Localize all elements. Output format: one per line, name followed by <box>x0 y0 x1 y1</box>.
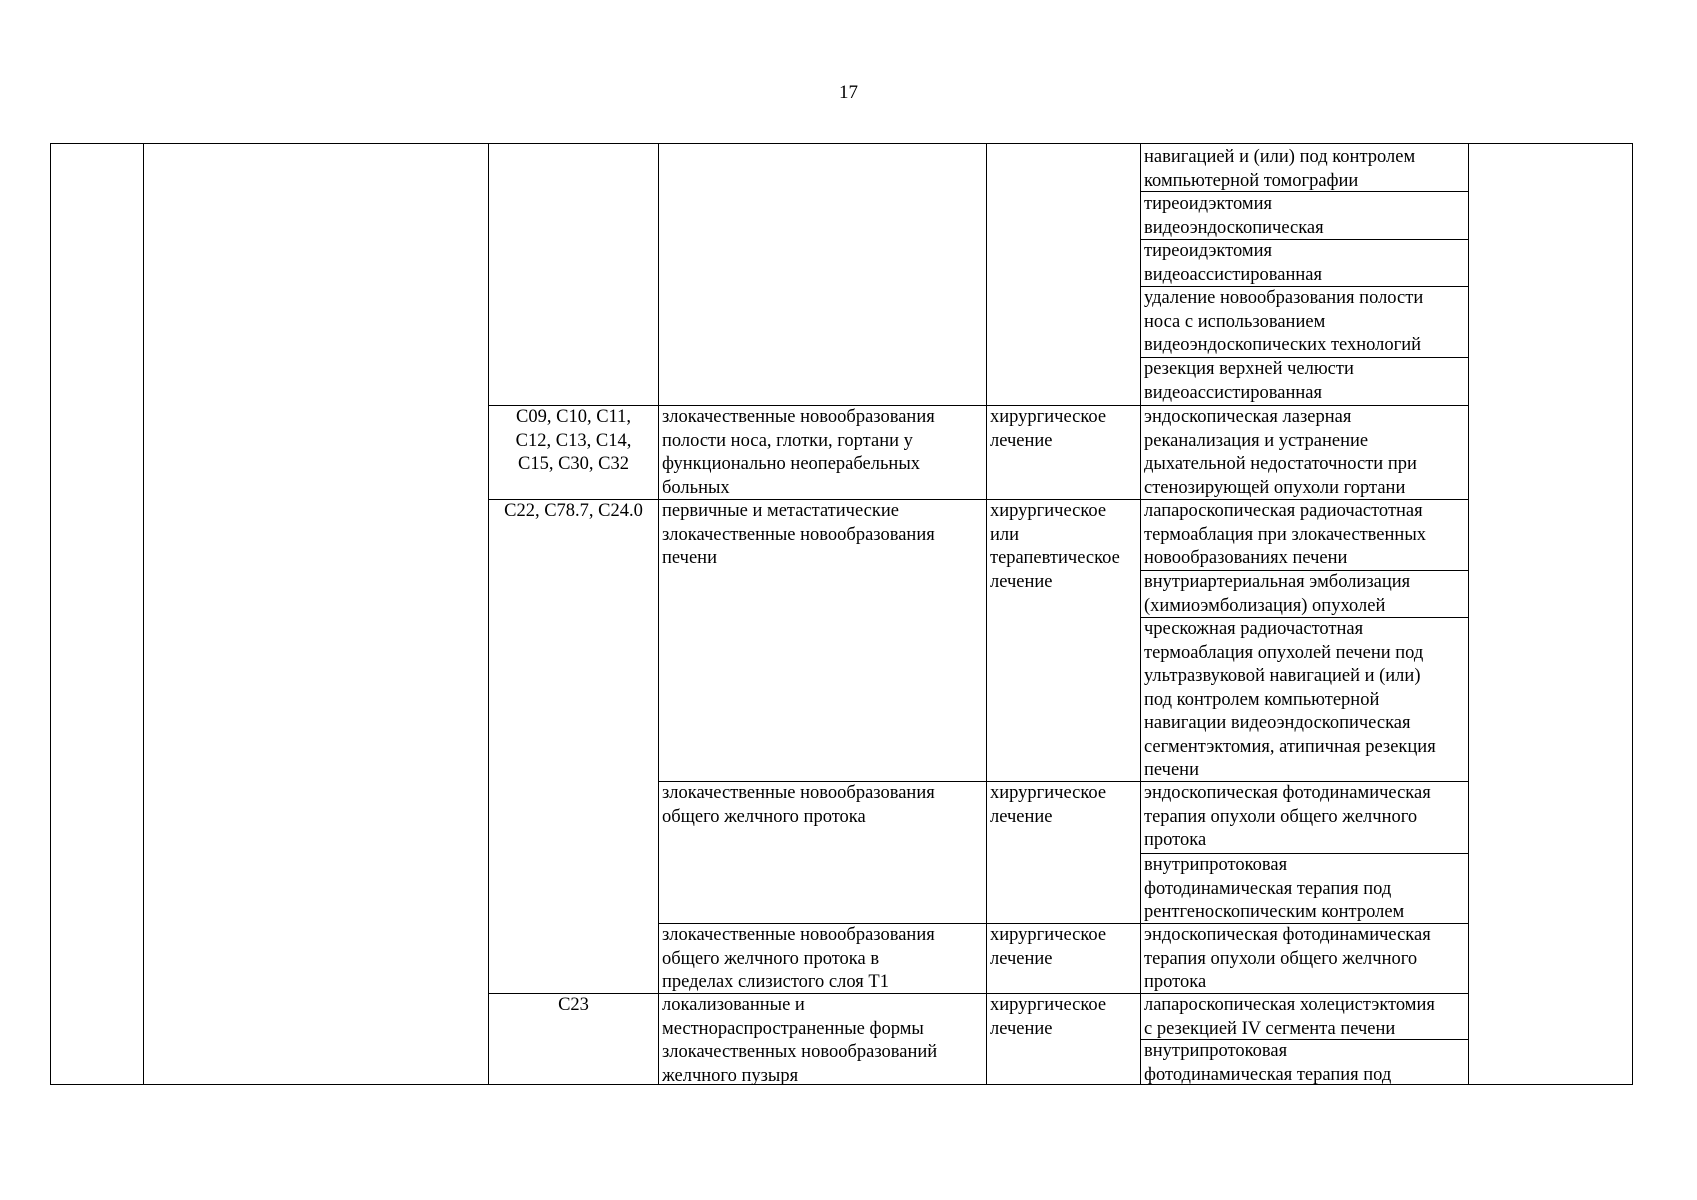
text-line: лечение <box>990 430 1053 451</box>
text-line: C23 <box>558 995 589 1015</box>
text-line: внутрипротоковая <box>1144 855 1288 875</box>
text-line: или <box>990 524 1020 545</box>
text-line: полости носа, глотки, гортани у <box>662 430 913 451</box>
method-cell <box>1141 193 1324 240</box>
method-cell <box>1141 500 1426 571</box>
text-line: хирургическое <box>990 925 1107 945</box>
text-line: термоаблация опухолей печени под <box>1144 642 1424 663</box>
text-line: хирургическое <box>990 501 1107 521</box>
text-line: чрескожная радиочастотная <box>1144 619 1364 639</box>
text-line: злокачественные новообразования <box>662 783 935 803</box>
text-line: с резекцией IV сегмента печени <box>1144 1018 1396 1039</box>
text-line: внутрипротоковая <box>1144 1041 1288 1061</box>
text-line: локализованные и <box>662 995 805 1015</box>
text-line: лапароскопическая радиочастотная <box>1144 501 1423 521</box>
text-line: лечение <box>990 806 1053 827</box>
method-cell <box>1141 618 1436 783</box>
text-line: навигацией и (или) под контролем <box>1144 147 1416 167</box>
method-cell <box>1141 1040 1391 1087</box>
text-line: (химиоэмболизация) опухолей <box>1144 595 1386 616</box>
text-line: сегментэктомия, атипичная резекция <box>1144 736 1436 757</box>
text-line: фотодинамическая терапия под <box>1144 878 1392 899</box>
patient-model-cell <box>659 782 935 829</box>
text-line: протока <box>1144 830 1207 850</box>
text-line: хирургическое <box>990 783 1107 803</box>
text-line: видеоассистированная <box>1144 264 1322 285</box>
text-line: реканализация и устранение <box>1144 430 1369 451</box>
text-line: лапароскопическая холецистэктомия <box>1144 995 1435 1015</box>
patient-model-cell <box>659 406 935 500</box>
method-cell <box>1141 287 1423 358</box>
icd-code-cell <box>489 994 658 1018</box>
text-line: злокачественные новообразования <box>662 524 935 545</box>
column-divider <box>1468 143 1469 1085</box>
text-line: лечение <box>990 948 1053 969</box>
method-cell <box>1141 571 1410 618</box>
text-line: ультразвуковой навигацией и (или) <box>1144 666 1421 686</box>
text-line: злокачественных новообразований <box>662 1042 938 1062</box>
text-line: эндоскопическая фотодинамическая <box>1144 783 1431 803</box>
text-line: лечение <box>990 1018 1053 1039</box>
text-line: удаление новообразования полости <box>1144 288 1424 308</box>
text-line: видеоэндоскопических технологий <box>1144 335 1422 355</box>
text-line: эндоскопическая фотодинамическая <box>1144 925 1431 945</box>
text-line: общего желчного протока <box>662 806 866 827</box>
method-cell <box>1141 924 1431 995</box>
text-line: фотодинамическая терапия под <box>1144 1064 1392 1085</box>
text-line: больных <box>662 477 730 498</box>
text-line: функционально неоперабельных <box>662 454 920 474</box>
text-line: печени <box>662 548 717 568</box>
text-line: тиреоидэктомия <box>1144 241 1273 261</box>
text-line: C15, C30, C32 <box>517 454 630 474</box>
text-line: стенозирующей опухоли гортани <box>1144 477 1406 498</box>
text-line: тиреоидэктомия <box>1144 194 1273 214</box>
column-divider <box>488 143 489 1085</box>
text-line: терапевтическое <box>990 548 1120 568</box>
treatment-type-cell <box>987 924 1106 971</box>
text-line: носа с использованием <box>1144 311 1326 332</box>
text-line: терапия опухоли общего желчного <box>1144 806 1418 827</box>
method-cell <box>1141 782 1431 853</box>
column-divider <box>143 143 144 1085</box>
method-cell <box>1141 406 1417 500</box>
text-line: компьютерной томографии <box>1144 170 1359 191</box>
text-line: лечение <box>990 571 1053 592</box>
text-line: пределах слизистого слоя T1 <box>662 972 889 992</box>
text-line: термоаблация при злокачественных <box>1144 524 1426 545</box>
method-cell <box>1141 240 1322 287</box>
treatment-type-cell <box>987 994 1106 1041</box>
text-line: внутриартериальная эмболизация <box>1144 572 1411 592</box>
text-line: желчного пузыря <box>662 1065 799 1086</box>
patient-model-cell <box>659 924 935 995</box>
icd-code-cell <box>489 500 658 524</box>
text-line: C12, C13, C14, <box>515 430 632 451</box>
text-line: первичные и метастатические <box>662 501 899 521</box>
text-line: резекция верхней челюсти <box>1144 359 1354 379</box>
patient-model-cell <box>659 500 935 571</box>
patient-model-cell <box>659 994 937 1088</box>
method-cell <box>1141 994 1435 1041</box>
text-line: печени <box>1144 760 1199 780</box>
text-line: под контролем компьютерной <box>1144 689 1380 710</box>
text-line: навигации видеоэндоскопическая <box>1144 713 1411 733</box>
text-line: рентгеноскопическим контролем <box>1144 902 1405 922</box>
text-line: видеоассистированная <box>1144 382 1322 403</box>
text-line: новообразованиях печени <box>1144 548 1348 568</box>
text-line: дыхательной недостаточности при <box>1144 454 1417 474</box>
treatment-type-cell <box>987 782 1106 829</box>
text-line: хирургическое <box>990 407 1107 427</box>
text-line: эндоскопическая лазерная <box>1144 407 1352 427</box>
treatment-type-cell <box>987 500 1120 594</box>
text-line: общего желчного протока в <box>662 948 880 969</box>
text-line: C09, C10, C11, <box>516 407 631 427</box>
text-line: протока <box>1144 972 1207 992</box>
method-cell <box>1141 146 1415 193</box>
text-line: злокачественные новообразования <box>662 407 935 427</box>
treatment-type-cell <box>987 406 1106 453</box>
icd-code-cell <box>489 406 658 477</box>
text-line: местнораспространенные формы <box>662 1018 924 1039</box>
method-cell <box>1141 358 1354 405</box>
text-line: злокачественные новообразования <box>662 925 935 945</box>
text-line: C22, C78.7, C24.0 <box>504 501 643 521</box>
text-line: терапия опухоли общего желчного <box>1144 948 1418 969</box>
text-line: хирургическое <box>990 995 1107 1015</box>
method-cell <box>1141 854 1404 925</box>
text-line: видеоэндоскопическая <box>1144 217 1324 238</box>
page-number: 17 <box>839 82 858 103</box>
